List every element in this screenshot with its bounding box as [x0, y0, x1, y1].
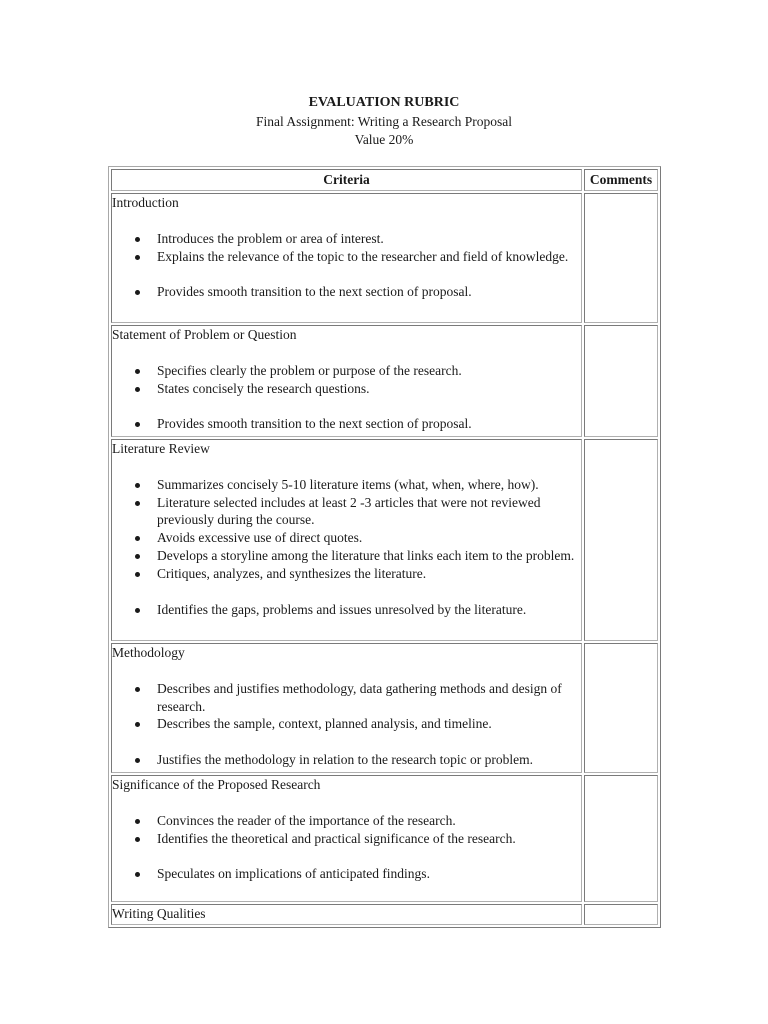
list-item: Avoids excessive use of direct quotes.	[157, 529, 581, 547]
table-row	[111, 775, 658, 902]
criteria-list	[112, 230, 581, 301]
list-item: Speculates on implications of anticipated findings.	[157, 865, 581, 883]
criteria-cell-statement	[111, 325, 582, 437]
criteria-list	[112, 680, 581, 769]
list-item: Provides smooth transition to the next section of proposal.	[157, 283, 581, 301]
comments-cell-literature	[584, 439, 658, 641]
section-title: Writing Qualities	[112, 906, 206, 921]
criteria-cell-literature	[111, 439, 582, 641]
list-item: Develops a storyline among the literature that links each item to the problem.	[157, 547, 581, 565]
table-row	[111, 193, 658, 323]
criteria-cell-methodology	[111, 643, 582, 773]
section-title: Introduction	[112, 195, 179, 210]
list-item: Convinces the reader of the importance of the research.	[157, 812, 581, 830]
list-item: Critiques, analyzes, and synthesizes the literature.	[157, 565, 581, 583]
comments-column-header: Comments	[584, 169, 658, 191]
criteria-cell-significance	[111, 775, 582, 902]
criteria-list	[112, 812, 581, 883]
criteria-list	[112, 476, 581, 619]
comments-cell-writing	[584, 904, 658, 925]
section-title: Literature Review	[112, 441, 210, 456]
list-item: Identifies the theoretical and practical significance of the research.	[157, 830, 581, 848]
criteria-cell-writing	[111, 904, 582, 925]
list-item: Describes the sample, context, planned analysis, and timeline.	[157, 715, 581, 733]
assignment-value: Value 20%	[354, 132, 414, 147]
criteria-list	[112, 362, 581, 433]
list-item: Describes and justifies methodology, data gathering methods and design of research.	[157, 680, 581, 716]
rubric-title: EVALUATION RUBRIC	[308, 95, 460, 110]
criteria-cell-introduction	[111, 193, 582, 323]
list-item: Identifies the gaps, problems and issues unresolved by the literature.	[157, 601, 581, 619]
rubric-table	[108, 166, 661, 928]
list-item: States concisely the research questions.	[157, 380, 581, 398]
list-item: Explains the relevance of the topic to the researcher and field of knowledge.	[157, 248, 581, 266]
section-title: Methodology	[112, 645, 185, 660]
section-title: Statement of Problem or Question	[112, 327, 297, 342]
comments-cell-statement	[584, 325, 658, 437]
table-header-row	[111, 169, 658, 191]
list-item: Specifies clearly the problem or purpose of the research.	[157, 362, 581, 380]
table-row	[111, 325, 658, 437]
table-row	[111, 643, 658, 773]
comments-cell-introduction	[584, 193, 658, 323]
list-item: Summarizes concisely 5-10 literature items (what, when, where, how).	[157, 476, 581, 494]
table-row	[111, 439, 658, 641]
list-item: Literature selected includes at least 2 -3 articles that were not reviewed previously during the course.	[157, 494, 581, 530]
assignment-subtitle: Final Assignment: Writing a Research Proposal	[255, 113, 513, 129]
table-row	[111, 904, 658, 925]
section-title: Significance of the Proposed Research	[112, 777, 321, 792]
list-item: Provides smooth transition to the next section of proposal.	[157, 415, 581, 433]
list-item: Introduces the problem or area of interest.	[157, 230, 581, 248]
list-item: Justifies the methodology in relation to the research topic or problem.	[157, 751, 581, 769]
comments-cell-methodology	[584, 643, 658, 773]
criteria-column-header: Criteria	[111, 169, 582, 191]
document-header	[0, 94, 768, 150]
comments-cell-significance	[584, 775, 658, 902]
